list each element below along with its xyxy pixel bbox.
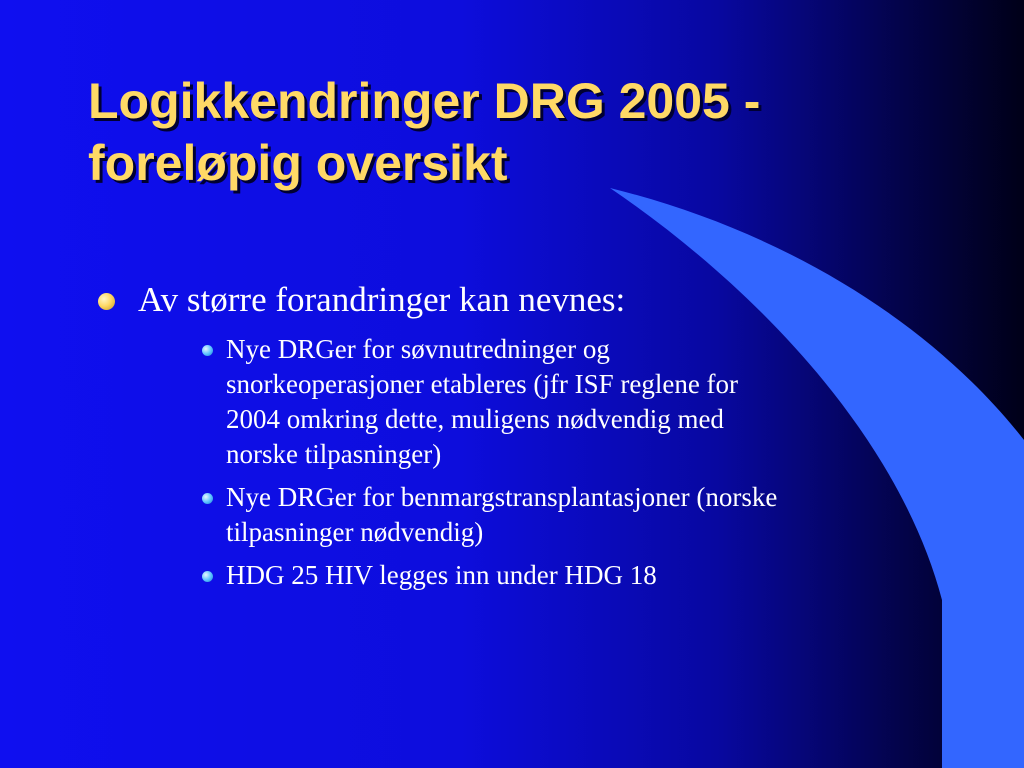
- sub-bullet-1: [202, 332, 938, 472]
- sub-bullet-1-line-2: snorkeoperasjoner etableres (jfr ISF reglene for: [226, 369, 739, 399]
- slide-title: [88, 70, 968, 194]
- sub-bullet-1-line-1: Nye DRGer for søvnutredninger og: [226, 334, 610, 364]
- bullet-dot-icon: [98, 293, 115, 310]
- sub-bullet-2: [202, 480, 938, 550]
- title-line-2: foreløpig oversikt: [88, 135, 508, 191]
- sub-bullet-2-line-2: tilpasninger nødvendig): [226, 517, 484, 547]
- sub-bullet-dot-icon: [202, 345, 213, 356]
- main-bullet-text: Av større forandringer kan nevnes:: [138, 280, 626, 319]
- sub-bullet-1-line-4: norske tilpasninger): [226, 439, 442, 469]
- sub-bullet-list: [202, 332, 938, 593]
- title-line-1: Logikkendringer DRG 2005 -: [88, 73, 761, 129]
- main-bullet: [98, 278, 938, 322]
- sub-bullet-3-line-1: HDG 25 HIV legges inn under HDG 18: [226, 560, 657, 590]
- sub-bullet-1-line-3: 2004 omkring dette, muligens nødvendig med: [226, 404, 724, 434]
- sub-bullet-dot-icon: [202, 571, 213, 582]
- sub-bullet-3: [202, 558, 938, 593]
- sub-bullet-2-line-1: Nye DRGer for benmargstransplantasjoner (norske: [226, 482, 778, 512]
- slide-content: [98, 278, 938, 601]
- sub-bullet-dot-icon: [202, 493, 213, 504]
